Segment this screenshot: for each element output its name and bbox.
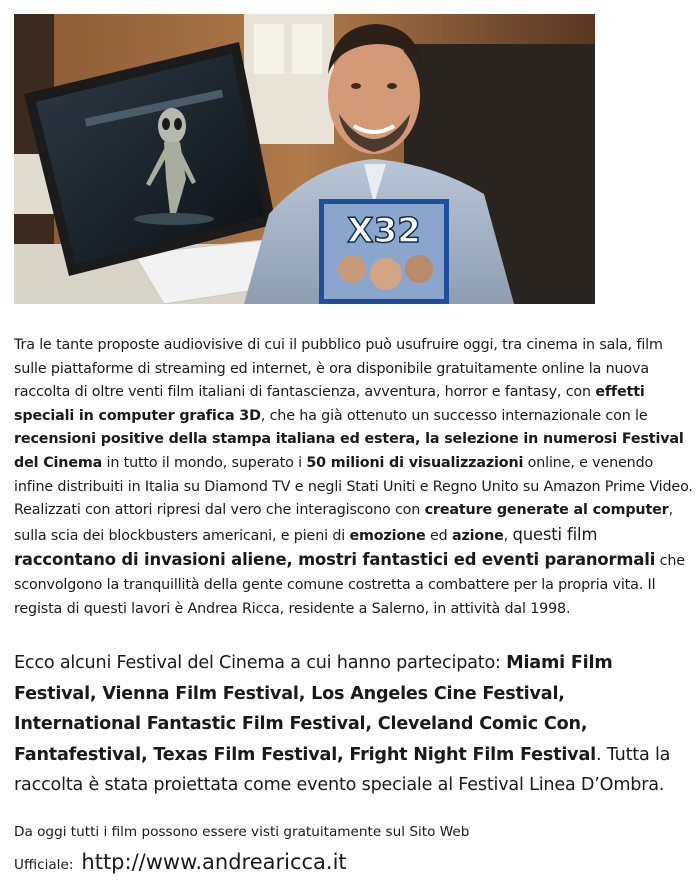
website-link[interactable]: http://www.andrearicca.it bbox=[81, 850, 347, 874]
bold-span: azione bbox=[451, 527, 504, 544]
festivals-paragraph bbox=[14, 648, 694, 801]
text-span: Tra le tante proposte audiovisive di cui il pubblico può usufruire oggi, tra cinema in sala, film sulle piattaforme di streaming ed internet, è ora disponibile gratuitamente online la nuova raccolta di oltre venti film italiani di fantascienza, avventura, horror e fantasy, con bbox=[14, 337, 663, 401]
text-span: , sulla scia dei blockbusters americani, e pieni di bbox=[14, 502, 673, 544]
text-span: Ecco alcuni Festival del Cinema a cui hanno partecipato: bbox=[14, 653, 507, 673]
website-label: Ufficiale: bbox=[14, 857, 74, 873]
text-span: ed bbox=[425, 527, 452, 544]
text-span: online, e venendo infine distribuiti in Italia su Diamond TV e negli Stati Uniti e Regno Unito su Amazon Prime Video. Realizzati con attori ripresi dal vero che interagiscono con bbox=[14, 454, 693, 519]
text-span: , bbox=[503, 527, 513, 544]
bold-span: creature generate al computer bbox=[424, 502, 669, 519]
photo-illustration bbox=[14, 14, 595, 304]
bold-span: recensioni positive della stampa italiana ed estera, la selezione in numerosi Festival del Cinema bbox=[14, 431, 684, 471]
text-span: questi film bbox=[512, 524, 598, 544]
bold-span: raccontano di invasioni aliene, mostri fantastici ed eventi paranormali bbox=[14, 550, 656, 570]
intro-paragraph bbox=[14, 334, 694, 621]
bold-span: emozione bbox=[349, 527, 426, 544]
text-span: . Tutta la raccolta è stata proiettata come evento speciale al Festival Linea D’Ombra. bbox=[14, 744, 671, 796]
website-line bbox=[14, 850, 694, 874]
bold-span: 50 milioni di visualizzazioni bbox=[306, 454, 524, 471]
header-photo bbox=[14, 14, 595, 304]
text-span: , che ha già ottenuto un successo internazionale con le bbox=[260, 407, 648, 424]
dvd-title: X32 bbox=[347, 211, 421, 251]
text-span: che sconvolgono la tranquillità della gente comune costretta a combattere per la propria vita. Il regista di questi lavori è Andrea Ricca, residente a Salerno, in attività dal 1998. bbox=[14, 553, 685, 617]
bold-span: effetti speciali in computer grafica 3D bbox=[14, 384, 645, 424]
festival-list: Miami Film Festival, Vienna Film Festival, Los Angeles Cine Festival, International Fantastic Film Festival, Cleveland Comic Con, Fantafestival, Texas Film Festival, Fright Night Film Festival bbox=[14, 653, 613, 765]
availability-paragraph: Da oggi tutti i film possono essere visti gratuitamente sul Sito Web bbox=[14, 824, 470, 840]
text-span: in tutto il mondo, superato i bbox=[102, 454, 307, 471]
